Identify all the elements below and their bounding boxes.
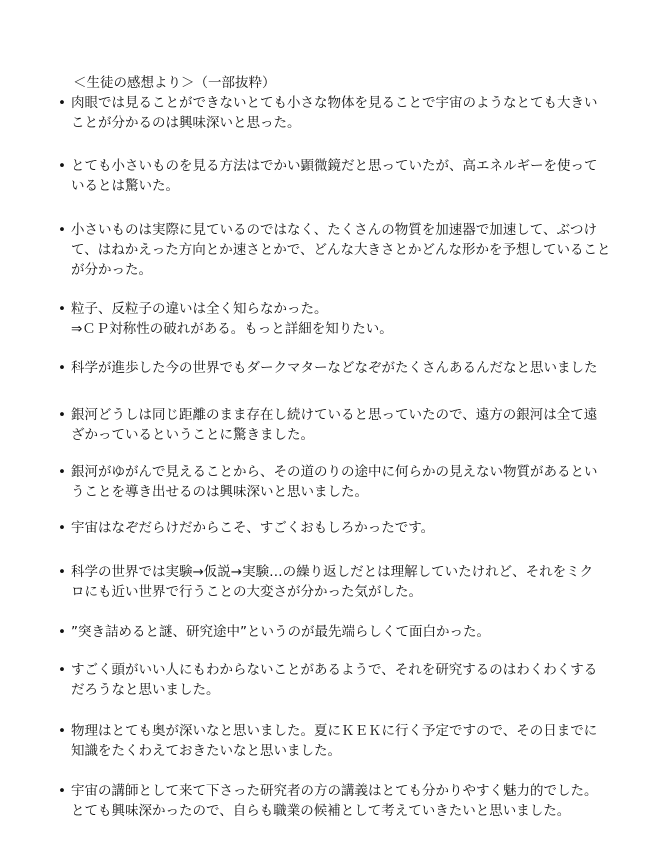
comment-line: いるとは驚いた。: [71, 178, 179, 194]
bullet-marker: •: [58, 783, 66, 799]
comment-7: [58, 462, 603, 502]
comment-4: [58, 299, 603, 339]
comment-6: [58, 405, 603, 445]
comment-line: 肉眼では見ることができないとても小さな物体を見ることで宇宙のようなとても大きい: [71, 95, 598, 111]
comment-9: [58, 562, 603, 602]
bullet-marker: •: [58, 407, 66, 423]
bullet-marker: •: [58, 222, 66, 238]
bullet-marker: •: [58, 360, 66, 376]
comment-line: ⇒ＣＰ対称性の破れがある。もっと詳細を知りたい。: [71, 321, 393, 337]
comment-line: とても小さいものを見る方法はでかい顕微鏡だと思っていたが、高エネルギーを使って: [71, 158, 598, 174]
bullet-marker: •: [58, 662, 66, 678]
comment-line: 宇宙の講師として来て下さった研究者の方の講義はとても分かりやすく魅力的でした。: [71, 783, 598, 799]
bullet-marker: •: [58, 564, 66, 580]
comment-12: [58, 721, 603, 761]
comment-line: 銀河がゆがんで見えることから、その道のりの途中に何らかの見えない物質があるとい: [71, 464, 598, 480]
comment-line: とても興味深かったので、自らも職業の候補として考えていきたいと思いました。: [71, 803, 571, 819]
bullet-marker: •: [58, 624, 66, 640]
comment-line: 科学が進歩した今の世界でもダークマターなどなぞがたくさんあるんだなと思いました: [71, 360, 598, 376]
comment-11: [58, 660, 603, 700]
comment-8: [58, 518, 603, 538]
comment-line: うことを導き出せるのは興味深いと思いました。: [71, 484, 368, 500]
comment-10: [58, 622, 603, 642]
bullet-marker: •: [58, 301, 66, 317]
comment-3: [58, 220, 611, 280]
bullet-marker: •: [58, 95, 66, 111]
bullet-marker: •: [58, 158, 66, 174]
comment-line: 物理はとても奥が深いなと思いました。夏にＫＥＫに行く予定ですので、その日までに: [71, 723, 598, 739]
comment-line: 粒子、反粒子の違いは全く知らなかった。: [71, 301, 328, 317]
comment-5: [58, 358, 603, 378]
bullet-marker: •: [58, 520, 66, 536]
comment-line: 科学の世界では実験→仮説→実験…の繰り返しだとは理解していたけれど、それをミク: [71, 564, 594, 580]
comment-line: が分かった。: [71, 262, 152, 278]
comment-1: [58, 93, 603, 133]
comment-line: ことが分かるのは興味深いと思った。: [71, 115, 301, 131]
comment-line: 知識をたくわえておきたいなと思いました。: [71, 743, 341, 759]
comment-line: 宇宙はなぞだらけだからこそ、すごくおもしろかったです。: [71, 520, 435, 536]
page-heading: ＜生徒の感想より＞（一部抜粋）: [73, 75, 276, 91]
comment-line: 銀河どうしは同じ距離のまま存在し続けていると思っていたので、遠方の銀河は全て遠: [71, 407, 598, 423]
comment-line: すごく頭がいい人にもわからないことがあるようで、それを研究するのはわくわくする: [71, 662, 598, 678]
comment-line: ”突き詰めると謎、研究途中”というのが最先端らしくて面白かった。: [71, 624, 490, 640]
comment-line: て、はねかえった方向とか速さとかで、どんな大きさとかどんな形かを予想していること: [71, 242, 611, 258]
comment-2: [58, 156, 603, 196]
bullet-marker: •: [58, 464, 66, 480]
comment-line: ロにも近い世界で行うことの大変さが分かった気がした。: [71, 584, 422, 600]
comment-line: だろうなと思いました。: [71, 682, 220, 698]
bullet-marker: •: [58, 723, 66, 739]
comment-line: 小さいものは実際に見ているのではなく、たくさんの物質を加速器で加速して、ぶつけ: [71, 222, 597, 238]
comment-line: ざかっているということに驚きました。: [71, 427, 314, 443]
comment-13: [58, 781, 603, 821]
